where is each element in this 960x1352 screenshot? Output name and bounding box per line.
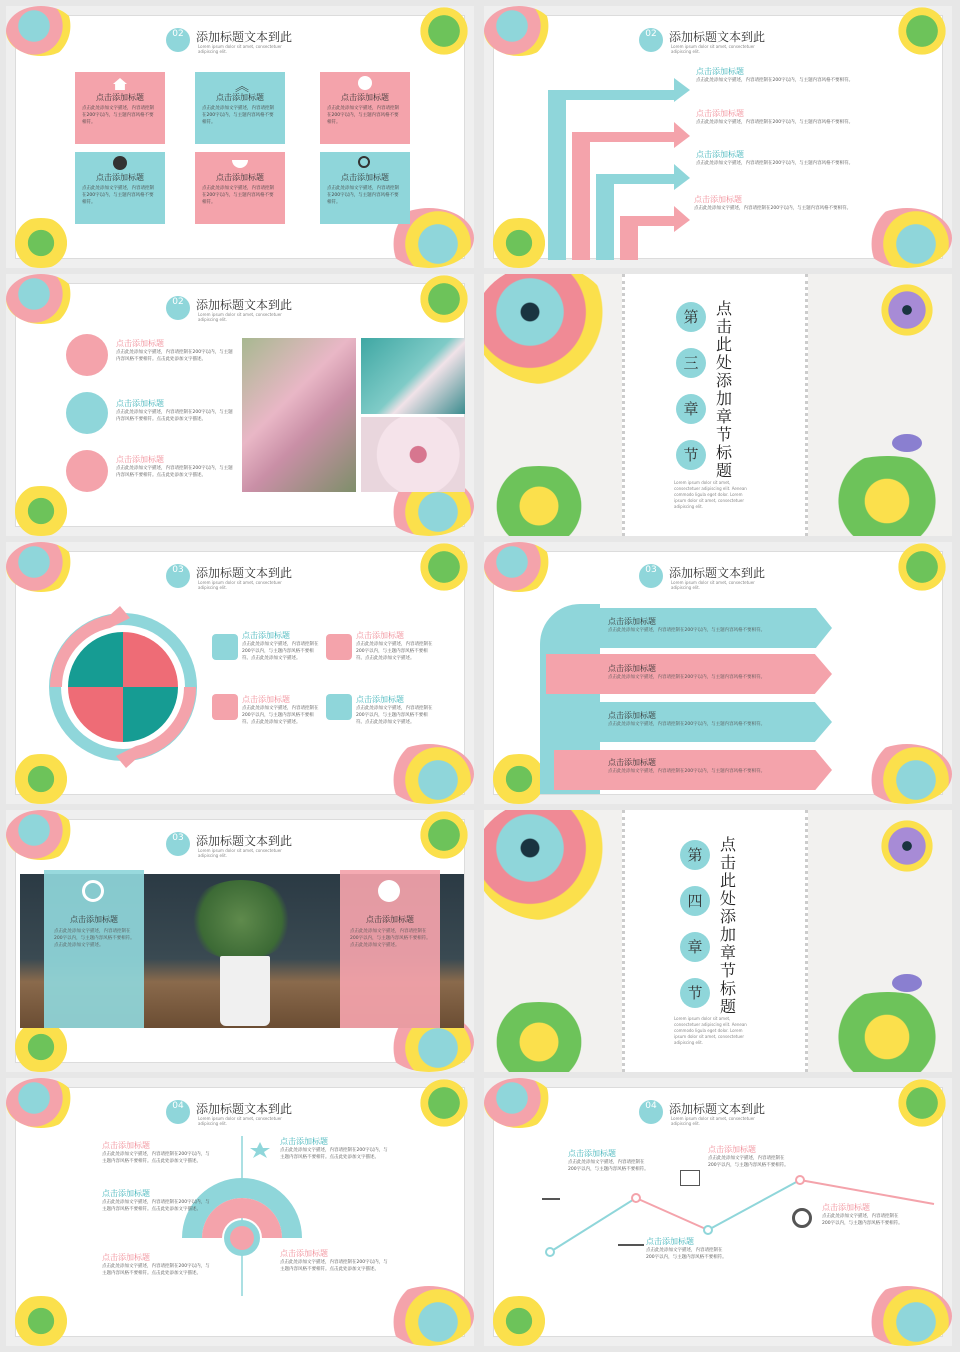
list-item: 点击添加标题 点击此处添加文字描述，内容请控制在200字以内，与主题内容风格不要相符。点击此处添加文字描述。 xyxy=(116,455,233,478)
chevron-up-icon: ︽ xyxy=(235,79,249,95)
slide-title: 添加标题文本到此 xyxy=(196,30,293,44)
feature-box[interactable]: 点击添加标题 点击此处添加文字描述，内容请控制在200字以内，与主题内容风格不要相符。 xyxy=(75,72,165,144)
flower-decoration xyxy=(384,1286,474,1346)
slide-title: 添加标题文本到此 xyxy=(669,1102,766,1116)
slide-9[interactable] xyxy=(6,1078,474,1346)
slide-3[interactable] xyxy=(6,274,474,536)
slide-10[interactable] xyxy=(484,1078,952,1346)
slide-title: 添加标题文本到此 xyxy=(196,298,293,312)
list-item: 点击添加标题 点击此处添加文字描述，内容请控制在200字以内，与主题内容风格不要相符。点击此处添加文字描述。 xyxy=(280,1137,388,1160)
flower-decoration xyxy=(414,1078,474,1128)
slide-title: 添加标题文本到此 xyxy=(196,1102,293,1116)
slide-5[interactable] xyxy=(6,542,474,804)
flower-decoration xyxy=(484,810,614,920)
section-number: 02 xyxy=(166,28,190,52)
flower-decoration xyxy=(414,810,474,860)
database-icon xyxy=(66,392,108,434)
search-icon xyxy=(358,156,370,168)
section-title: 点击此处添加章节标题 xyxy=(720,835,737,1016)
flower-decoration xyxy=(484,542,554,592)
section-number: 02 xyxy=(166,296,190,320)
phone-icon xyxy=(113,156,127,170)
section-char: 节 xyxy=(680,978,710,1008)
slide-subtitle: Lorem ipsum dolor sit amet, consectetuer adipiscing elit. xyxy=(198,44,282,54)
search-icon xyxy=(378,880,400,902)
overlay-box[interactable]: 点击添加标题 点击此处添加文字描述，内容请控制在200字以内，与主题内容风格不要相符。点击此处添加文字描述。 xyxy=(340,870,440,1028)
list-item: 点击添加标题 点击此处添加文字描述，内容请控制在200字以内，与主题内容风格不要相符。 xyxy=(608,758,766,774)
list-item: 点击添加标题 点击此处添加文字描述，内容请控制在200字以内，与主题内容风格不要相符。 xyxy=(708,1145,789,1168)
list-item: 点击添加标题 点击此处添加文字描述，内容请控制在200字以内，与主题内容风格不要相符。点击此处添加文字描述。 xyxy=(102,1141,210,1164)
bird-decoration xyxy=(892,974,922,992)
slide-subtitle: Lorem ipsum dolor sit amet, consectetuer adipiscing elit. xyxy=(198,312,282,322)
flower-decoration xyxy=(812,992,952,1072)
bar-chart-icon xyxy=(542,1186,560,1200)
flower-decoration xyxy=(872,816,942,876)
flower-decoration xyxy=(484,274,614,384)
photo-magnolia xyxy=(361,417,465,492)
section-title: 点击此处添加章节标题 xyxy=(716,299,733,480)
section-char: 三 xyxy=(676,348,706,378)
list-item: 点击添加标题 点击此处添加文字描述，内容请控制在200字以内，与主题内容风格不要相符。点击此处添加文字描述。 xyxy=(356,631,433,661)
section-number: 03 xyxy=(639,564,663,588)
list-item: 点击添加标题 点击此处添加文字描述，内容请控制在200字以内，与主题内容风格不要相符。点击此处添加文字描述。 xyxy=(280,1249,388,1272)
list-item: 点击添加标题 点击此处添加文字描述，内容请控制在200字以内，与主题内容风格不要相符。点击此处添加文字描述。 xyxy=(116,399,233,422)
slide-7[interactable] xyxy=(6,810,474,1072)
section-number: 03 xyxy=(166,832,190,856)
flower-decoration xyxy=(484,1078,554,1128)
list-item: 点击添加标题 点击此处添加文字描述，内容请控制在200字以内，与主题内容风格不要相符。 xyxy=(608,617,766,633)
money-icon xyxy=(326,634,352,660)
photo-plant-pot-body xyxy=(220,956,270,1026)
flower-decoration xyxy=(862,1286,952,1346)
slide-title: 添加标题文本到此 xyxy=(669,30,766,44)
activity-icon xyxy=(618,1236,644,1246)
cart-icon xyxy=(212,694,238,720)
flower-decoration xyxy=(862,744,952,804)
photo-blossom-teal xyxy=(361,338,465,414)
cycle-diagram xyxy=(40,604,206,770)
flower-decoration xyxy=(892,1078,952,1128)
slide-subtitle: Lorem ipsum dolor sit amet, consectetuer adipiscing elit. xyxy=(198,580,282,590)
section-number: 04 xyxy=(166,1100,190,1124)
list-item: 点击添加标题 点击此处添加文字描述，内容请控制在200字以内，与主题内容风格不要相符。 xyxy=(608,664,766,680)
slide-subtitle: Lorem ipsum dolor sit amet, consectetuer adipiscing elit. xyxy=(198,848,282,858)
feature-box[interactable]: 点击添加标题 点击此处添加文字描述，内容请控制在200字以内，与主题内容风格不要相符。 xyxy=(320,152,410,224)
list-item: 点击添加标题 点击此处添加文字描述，内容请控制在200字以内，与主题内容风格不要相符。点击此处添加文字描述。 xyxy=(242,631,319,661)
donut-icon xyxy=(792,1208,812,1228)
overlay-box[interactable]: 点击添加标题 点击此处添加文字描述，内容请控制在200字以内，与主题内容风格不要相符。点击此处添加文字描述。 xyxy=(44,870,144,1028)
flower-decoration xyxy=(384,744,474,804)
flower-decoration xyxy=(6,1078,76,1128)
play-icon xyxy=(358,76,372,90)
slide-title: 添加标题文本到此 xyxy=(669,566,766,580)
flower-decoration xyxy=(812,456,952,536)
target-icon xyxy=(82,880,104,902)
section-char: 节 xyxy=(676,440,706,470)
flower-decoration xyxy=(6,1022,76,1072)
flower-decoration xyxy=(6,274,76,324)
section-char: 章 xyxy=(680,932,710,962)
list-item: 点击添加标题 点击此处添加文字描述，内容请控制在200字以内，与主题内容风格不要相符。点击此处添加文字描述。 xyxy=(356,695,433,725)
feature-box[interactable]: ︽ 点击添加标题 点击此处添加文字描述，内容请控制在200字以内，与主题内容风格不要相符。 xyxy=(195,72,285,144)
photo-plant-leaves xyxy=(186,880,296,960)
section-char: 第 xyxy=(680,840,710,870)
slide-1[interactable] xyxy=(6,6,474,268)
list-item: 点击添加标题 点击此处添加文字描述，内容请控制在200字以内，与主题内容风格不要相符。点击此处添加文字描述。 xyxy=(116,339,233,362)
feature-box[interactable]: 点击添加标题 点击此处添加文字描述，内容请控制在200字以内，与主题内容风格不要相符。 xyxy=(320,72,410,144)
flower-decoration xyxy=(414,274,474,324)
bowl-icon xyxy=(232,160,248,168)
list-item: 点击添加标题 点击此处添加文字描述，内容请控制在200字以内，与主题内容风格不要相符。点击此处添加文字描述。 xyxy=(242,695,319,725)
flower-decoration xyxy=(484,466,604,536)
slide-8-section-divider[interactable] xyxy=(484,810,952,1072)
slide-title: 添加标题文本到此 xyxy=(196,566,293,580)
list-item: 点击添加标题 点击此处添加文字描述，内容请控制在200字以内，与主题内容风格不要相符。 xyxy=(608,711,766,727)
list-item: 点击添加标题 点击此处添加文字描述，内容请控制在200字以内，与主题内容风格不要相符。 xyxy=(696,150,854,166)
slide-title: 添加标题文本到此 xyxy=(196,834,293,848)
list-item: 点击添加标题 点击此处添加文字描述，内容请控制在200字以内，与主题内容风格不要相符。 xyxy=(696,67,854,83)
flower-decoration xyxy=(892,542,952,592)
section-number: 02 xyxy=(639,28,663,52)
flower-decoration xyxy=(892,6,952,56)
section-char: 章 xyxy=(676,394,706,424)
briefcase-icon xyxy=(212,634,238,660)
flower-decoration xyxy=(6,486,76,536)
list-item: 点击添加标题 点击此处添加文字描述，内容请控制在200字以内，与主题内容风格不要相符。点击此处添加文字描述。 xyxy=(102,1253,210,1276)
section-char: 四 xyxy=(680,886,710,916)
sitemap-icon xyxy=(680,1170,700,1186)
staircase-arrows-graphic xyxy=(544,60,694,268)
flower-decoration xyxy=(6,6,76,56)
trolley-icon xyxy=(326,694,352,720)
pencil-icon xyxy=(66,334,108,376)
list-item: 点击添加标题 点击此处添加文字描述，内容请控制在200字以内，与主题内容风格不要相符。 xyxy=(646,1237,727,1260)
megaphone-icon xyxy=(66,450,108,492)
section-number: 03 xyxy=(166,564,190,588)
flower-decoration xyxy=(862,208,952,268)
flower-decoration xyxy=(872,280,942,340)
home-icon xyxy=(113,78,127,90)
flower-decoration xyxy=(484,1002,604,1072)
section-latin: Lorem ipsum dolor sit amet, consectetuer adipiscing elit. Aenean commodo ligula eget dolor. Lorem ipsum dolor sit amet, consectetuer adipiscing elit. xyxy=(674,1016,747,1045)
list-item: 点击添加标题 点击此处添加文字描述，内容请控制在200字以内，与主题内容风格不要相符。 xyxy=(696,109,854,125)
list-item: 点击添加标题 点击此处添加文字描述，内容请控制在200字以内，与主题内容风格不要相符。 xyxy=(568,1149,649,1172)
section-latin: Lorem ipsum dolor sit amet, consectetuer adipiscing elit. Aenean commodo ligula eget dolor. Lorem ipsum dolor sit amet, consectetuer adipiscing elit. xyxy=(674,480,747,509)
bird-decoration xyxy=(892,434,922,452)
section-number: 04 xyxy=(639,1100,663,1124)
list-item: 点击添加标题 点击此处添加文字描述，内容请控制在200字以内，与主题内容风格不要相符。点击此处添加文字描述。 xyxy=(102,1189,210,1212)
flower-decoration xyxy=(6,810,76,860)
slide-4-section-divider[interactable] xyxy=(484,274,952,536)
flower-decoration xyxy=(484,6,554,56)
flower-decoration xyxy=(6,542,76,592)
slide-subtitle: Lorem ipsum dolor sit amet, consectetuer adipiscing elit. xyxy=(198,1116,282,1126)
list-item: 点击添加标题 点击此处添加文字描述，内容请控制在200字以内，与主题内容风格不要相符。 xyxy=(822,1203,903,1226)
flower-decoration xyxy=(414,6,474,56)
feature-box[interactable]: 点击添加标题 点击此处添加文字描述，内容请控制在200字以内，与主题内容风格不要相符。 xyxy=(75,152,165,224)
slide-6[interactable] xyxy=(484,542,952,804)
feature-box[interactable]: 点击添加标题 点击此处添加文字描述，内容请控制在200字以内，与主题内容风格不要相符。 xyxy=(195,152,285,224)
slide-subtitle: Lorem ipsum dolor sit amet, consectetuer adipiscing elit. xyxy=(671,1116,755,1126)
slide-subtitle: Lorem ipsum dolor sit amet, consectetuer adipiscing elit. xyxy=(671,44,755,54)
flower-decoration xyxy=(414,542,474,592)
slide-subtitle: Lorem ipsum dolor sit amet, consectetuer adipiscing elit. xyxy=(671,580,755,590)
section-char: 第 xyxy=(676,302,706,332)
photo-blossom-tree xyxy=(242,338,356,492)
flower-decoration xyxy=(6,218,76,268)
flower-decoration xyxy=(484,1296,554,1346)
slide-2[interactable] xyxy=(484,6,952,268)
list-item: 点击添加标题 点击此处添加文字描述，内容请控制在200字以内，与主题内容风格不要相符。 xyxy=(694,195,852,211)
flower-decoration xyxy=(6,1296,76,1346)
